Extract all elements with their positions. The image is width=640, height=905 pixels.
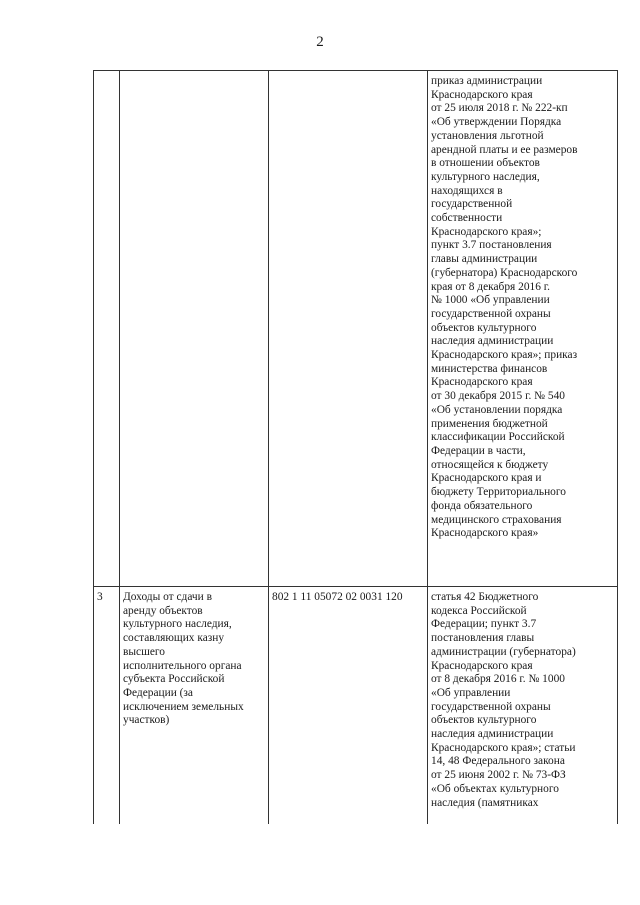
budget-code-cell: [269, 71, 428, 587]
revenue-table: [93, 70, 618, 824]
table-row: [94, 587, 618, 825]
page-number: 2: [316, 34, 324, 50]
revenue-name-cell: [120, 71, 269, 587]
budget-code-cell: 802 1 11 05072 02 0031 120: [269, 587, 428, 825]
legal-basis-cell: приказ администрации Краснодарского края от 25 июля 2018 г. № 222-кп «Об утверждении Порядка установления льготной арендной платы и ее размеров в отношении объектов культурного наследия, находящихся в государственной собственности Краснодарского края»; пункт 3.7 постановления главы администрации (губернатора) Краснодарского края от 8 декабря 2016 г. № 1000 «Об управлении государственной охраны объектов культурного наследия администрации Краснодарского края»; приказ министерства финансов Краснодарского края от 30 декабря 2015 г. № 540 «Об установлении порядка применения бюджетной классификации Российской Федерации в части, относящейся к бюджету Краснодарского края и бюджету Территориального фонда обязательного медицинского страхования Краснодарского края»: [428, 71, 618, 587]
revenue-name-cell: Доходы от сдачи в аренду объектов культурного наследия, составляющих казну высшего исполнительного органа субъекта Российской Федерации (за исключением земельных участков): [120, 587, 269, 825]
legal-basis-cell: статья 42 Бюджетного кодекса Российской Федерации; пункт 3.7 постановления главы администрации (губернатора) Краснодарского края от 8 декабря 2016 г. № 1000 «Об управлении государственной охраны объектов культурного наследия администрации Краснодарского края»; статьи 14, 48 Федерального закона от 25 июня 2002 г. № 73-ФЗ «Об объектах культурного наследия (памятниках: [428, 587, 618, 825]
row-number-cell: 3: [94, 587, 120, 825]
row-number-cell: [94, 71, 120, 587]
table-row: [94, 71, 618, 587]
